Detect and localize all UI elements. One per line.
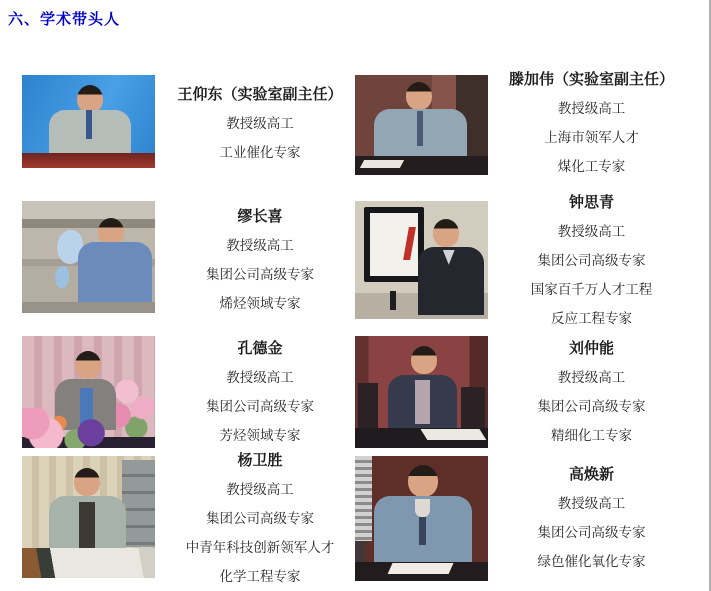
- photo-torso-shape: [418, 247, 485, 315]
- photo-prop-shape: [122, 460, 155, 548]
- photo-torso-shape: [49, 110, 131, 155]
- person-info: [498, 456, 685, 580]
- person-info: [498, 193, 685, 326]
- photo-fg-shape: [22, 302, 155, 313]
- photo-fg-shape: [355, 562, 488, 581]
- person-credential: 中青年科技创新领军人才: [185, 539, 335, 555]
- person-credential: 国家百千万人才工程: [530, 281, 653, 297]
- person-credential: 教授级高工: [226, 370, 294, 385]
- photo-torso-shape: [78, 242, 152, 309]
- person-card: [355, 71, 711, 201]
- person-credential: 教授级高工: [226, 115, 294, 131]
- photo-head-shape: [75, 351, 101, 379]
- meeting-table-photo: [355, 75, 488, 175]
- person-card: [355, 336, 711, 456]
- person-credential: 集团公司高级专家: [206, 510, 314, 526]
- office-desk-photo: [22, 456, 155, 578]
- photo-torso-shape: [374, 496, 472, 566]
- photo-fg-shape: [355, 428, 488, 448]
- photo-fg-shape: [390, 291, 397, 310]
- flower-ceremony-photo: [22, 336, 155, 448]
- person-credential: 教授级高工: [557, 101, 626, 116]
- people-grid: [22, 71, 709, 591]
- person-card: [22, 336, 355, 456]
- presentation-screen-photo: [355, 201, 488, 319]
- person-credential: 教授级高工: [557, 223, 626, 239]
- photo-fg-shape: [22, 153, 155, 168]
- person-credential: 集团公司高级专家: [206, 399, 314, 414]
- person-credential: 上海市领军人才: [544, 130, 639, 145]
- person-name: 孔德金: [237, 340, 283, 357]
- photo-head-shape: [408, 465, 438, 497]
- person-name: 滕加伟（实验室副主任）: [508, 71, 674, 88]
- photo-head-shape: [74, 468, 100, 496]
- page-title: 六、学术带头人: [8, 11, 121, 28]
- person-credential: 集团公司高级专家: [206, 267, 314, 282]
- conference-maroon-photo: [355, 336, 488, 448]
- person-credential: 化学工程专家: [219, 568, 301, 584]
- person-info: [498, 336, 685, 448]
- speaking-at-podium-photo: [22, 75, 155, 168]
- person-credential: 煤化工专家: [557, 159, 626, 174]
- photo-fg-shape: [355, 156, 488, 175]
- person-credential: 教授级高工: [557, 370, 626, 385]
- person-info: [165, 75, 355, 171]
- photo-head-shape: [77, 85, 103, 113]
- person-card: [355, 193, 711, 336]
- photo-head-shape: [411, 346, 437, 374]
- person-info: [165, 451, 355, 584]
- person-credential: 教授级高工: [226, 481, 294, 497]
- person-credential: 教授级高工: [226, 238, 294, 253]
- lab-experiment-photo: [22, 201, 155, 313]
- person-name: 刘仲能: [568, 340, 614, 357]
- photo-prop-shape: [364, 207, 424, 283]
- person-credential: 集团公司高级专家: [537, 525, 646, 540]
- photo-torso-shape: [388, 375, 457, 431]
- photo-torso-shape: [49, 496, 126, 555]
- photo-prop-shape: [358, 383, 378, 430]
- person-credential: 工业催化专家: [219, 144, 301, 160]
- photo-prop-shape: [355, 456, 372, 541]
- photo-torso-shape: [374, 109, 467, 159]
- person-info: [498, 71, 685, 174]
- person-name: 高焕新: [568, 466, 614, 483]
- person-info: [165, 201, 355, 319]
- photo-fg-shape: [22, 548, 155, 579]
- person-card: [22, 451, 355, 591]
- photo-head-shape: [406, 82, 432, 110]
- person-credential: 集团公司高级专家: [537, 399, 646, 414]
- person-credential: 反应工程专家: [551, 310, 632, 326]
- person-credential: 烯烃领域专家: [219, 296, 301, 311]
- person-card: [22, 75, 355, 201]
- person-credential: 绿色催化氧化专家: [537, 554, 646, 569]
- person-name: 杨卫胜: [237, 451, 283, 469]
- person-info: [165, 336, 355, 448]
- photo-fg-shape: [22, 408, 155, 448]
- person-credential: 集团公司高级专家: [537, 252, 646, 268]
- person-credential: 精细化工专家: [551, 428, 632, 443]
- person-name: 王仰东（实验室副主任）: [177, 85, 343, 103]
- person-card: [355, 456, 711, 591]
- person-card: [22, 201, 355, 336]
- photo-head-shape: [433, 219, 459, 247]
- meeting-papers-photo: [355, 456, 488, 581]
- person-name: 缪长喜: [237, 208, 283, 225]
- person-credential: 芳烃领域专家: [219, 428, 301, 443]
- person-name: 钟思青: [568, 193, 614, 211]
- person-credential: 教授级高工: [557, 496, 626, 511]
